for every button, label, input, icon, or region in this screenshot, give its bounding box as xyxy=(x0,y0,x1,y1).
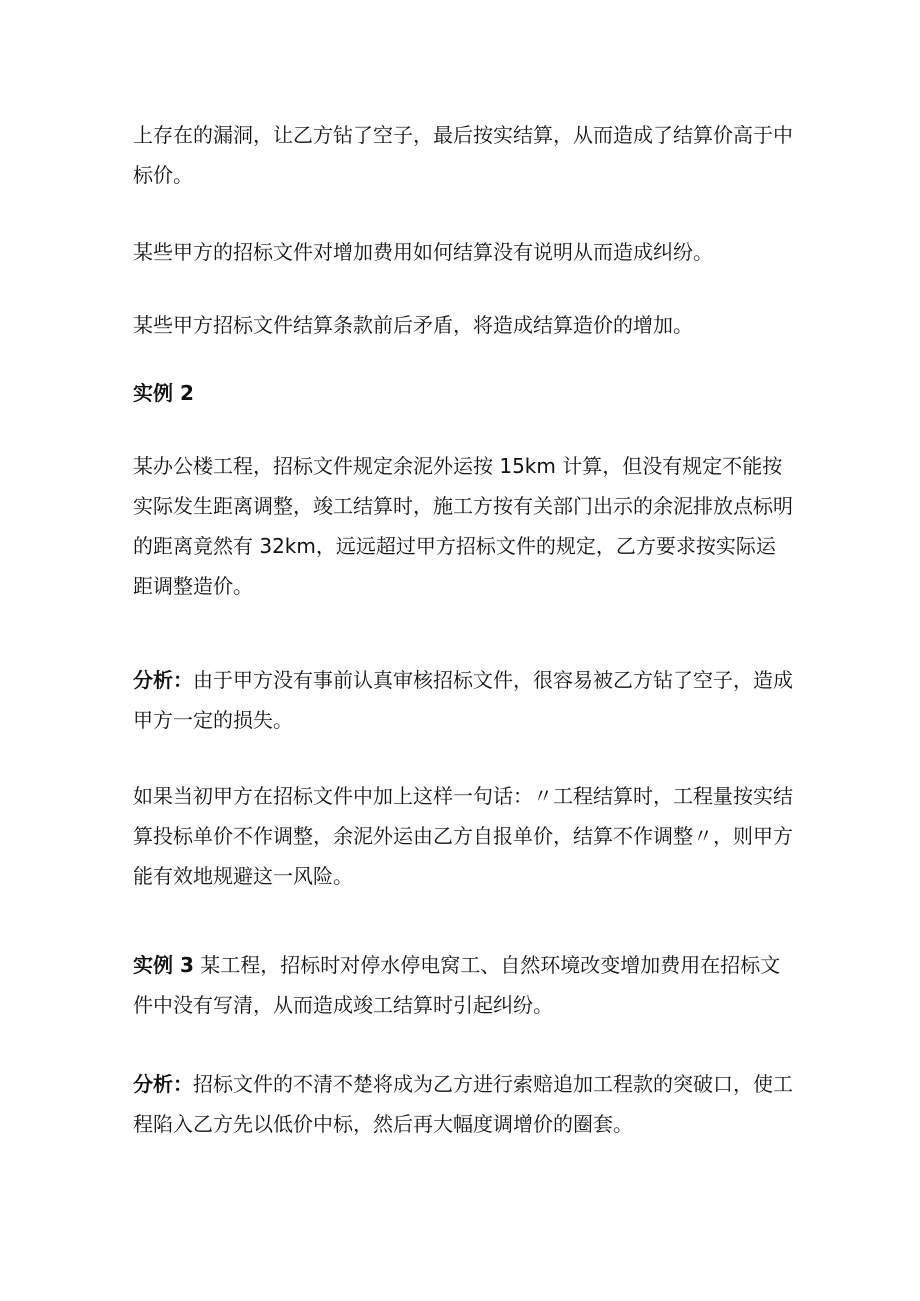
paragraph-example-2-body: 某办公楼工程，招标文件规定余泥外运按 15km 计算，但没有规定不能按实际发生距离调整，竣工结算时，施工方按有关部门出示的余泥排放点标明的距离竟然有 32km，远远超过甲方招标文件的规定，乙方要求按实际运距调整造价。 xyxy=(133,454,793,598)
paragraph-risk-avoidance: 如果当初甲方在招标文件中加上这样一句话：〃工程结算时，工程量按实结算投标单价不作调整，余泥外运由乙方自报单价，结算不作调整〃，则甲方能有效地规避这一风险。 xyxy=(133,784,793,888)
paragraph-loophole: 上存在的漏洞，让乙方钻了空子，最后按实结算，从而造成了结算价高于中标价。 xyxy=(133,123,793,187)
paragraph-contradiction: 某些甲方招标文件结算条款前后矛盾，将造成结算造价的增加。 xyxy=(133,313,693,337)
example-3-label: 实例 3 xyxy=(133,953,194,977)
paragraph-example-3 xyxy=(133,945,795,1025)
analysis-1-label: 分析： xyxy=(133,668,193,692)
analysis-1-text: 由于甲方没有事前认真审核招标文件，很容易被乙方钻了空子，造成甲方一定的损失。 xyxy=(133,668,793,732)
example-2-heading: 实例 2 xyxy=(133,381,194,405)
analysis-2-text: 招标文件的不清不楚将成为乙方进行索赔追加工程款的突破口，使工程陷入乙方先以低价中标，然后再大幅度调增价的圈套。 xyxy=(133,1072,793,1136)
paragraph-analysis-1 xyxy=(133,660,795,740)
paragraph-no-explanation: 某些甲方的招标文件对增加费用如何结算没有说明从而造成纠纷。 xyxy=(133,240,713,264)
analysis-2-label: 分析： xyxy=(133,1072,193,1096)
example-3-text: 某工程，招标时对停水停电窝工、自然环境改变增加费用在招标文件中没有写清，从而造成竣工结算时引起纠纷。 xyxy=(133,953,781,1017)
paragraph-analysis-2 xyxy=(133,1064,795,1144)
